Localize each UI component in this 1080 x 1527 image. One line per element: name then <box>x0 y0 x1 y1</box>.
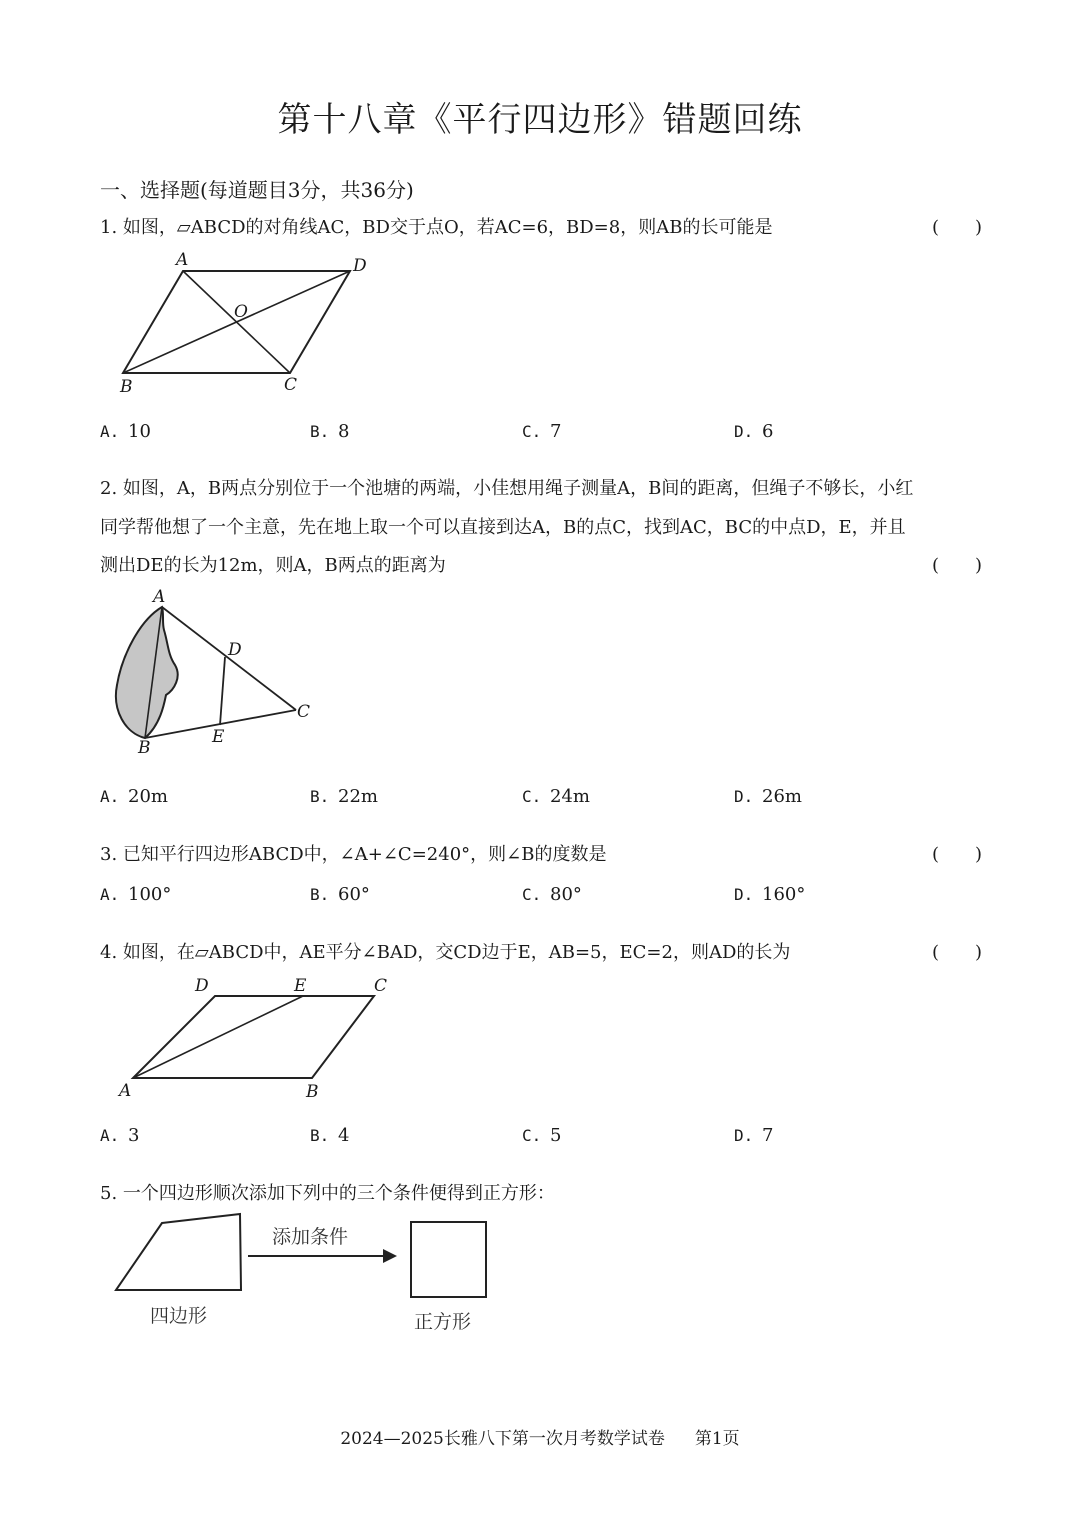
diagonal-bd <box>123 271 350 373</box>
question-number: 1. <box>100 217 118 238</box>
question-number: 2. <box>100 478 118 499</box>
section-heading: 一、选择题(每道题目3分，共36分) <box>100 178 414 202</box>
q4-option-d[interactable]: D. 7 <box>734 1125 774 1146</box>
question-3 <box>100 840 606 866</box>
quadrilateral-shape <box>116 1214 241 1290</box>
q2-option-c[interactable]: C. 24m <box>522 786 590 807</box>
label-a: A <box>119 1081 132 1101</box>
page-title: 第十八章《平行四边形》错题回练 <box>277 100 803 140</box>
question-1 <box>100 213 772 239</box>
figure-q2 <box>100 585 330 760</box>
label-d: D <box>195 976 209 996</box>
segment-ae <box>133 996 303 1078</box>
q3-option-a[interactable]: A. 100° <box>100 884 172 905</box>
q3-option-d[interactable]: D. 160° <box>734 884 806 905</box>
q1-option-a[interactable]: A. 10 <box>100 421 151 442</box>
q1-option-c[interactable]: C. 7 <box>522 421 562 442</box>
label-o: O <box>234 302 248 322</box>
question-text: 已知平行四边形ABCD中，∠A+∠C=240°，则∠B的度数是 <box>122 844 607 865</box>
q1-option-b[interactable]: B. 8 <box>310 421 350 442</box>
square-label: 正方形 <box>414 1311 472 1333</box>
answer-paren-3: ( ) <box>931 844 982 865</box>
arrow-head-icon <box>383 1249 397 1263</box>
label-b: B <box>120 377 133 397</box>
answer-paren-1: ( ) <box>931 217 982 238</box>
label-e: E <box>294 976 307 996</box>
label-b: B <box>138 738 151 758</box>
q3-option-b[interactable]: B. 60° <box>310 884 370 905</box>
question-2-line-2: 同学帮他想了一个主意，先在地上取一个可以直接到达A，B的点C，找到AC，BC的中点D，E，并且 <box>100 517 906 538</box>
question-number: 4. <box>100 942 118 963</box>
question-text: 如图，在▱ABCD中，AE平分∠BAD，交CD边于E，AB=5，EC=2，则AD的长为 <box>122 942 791 963</box>
label-d: D <box>353 256 367 276</box>
square-shape <box>411 1222 486 1297</box>
figure-q4 <box>100 970 400 1105</box>
question-text: 一个四边形顺次添加下列中的三个条件便得到正方形： <box>122 1183 555 1204</box>
q4-option-c[interactable]: C. 5 <box>522 1125 562 1146</box>
q2-option-a[interactable]: A. 20m <box>100 786 168 807</box>
q4-option-b[interactable]: B. 4 <box>310 1125 350 1146</box>
q2-option-b[interactable]: B. 22m <box>310 786 378 807</box>
label-a: A <box>176 250 189 270</box>
exam-name: 2024—2025长雅八下第一次月考数学试卷 <box>340 1429 665 1449</box>
question-2-line-1 <box>100 474 913 500</box>
q3-option-c[interactable]: C. 80° <box>522 884 582 905</box>
add-condition-label: 添加条件 <box>272 1226 349 1248</box>
q2-option-d[interactable]: D. 26m <box>734 786 802 807</box>
question-2-line-3: 测出DE的长为12m，则A，B两点的距离为 <box>100 555 446 576</box>
question-5 <box>100 1179 555 1205</box>
quadrilateral-label: 四边形 <box>150 1305 208 1327</box>
answer-paren-4: ( ) <box>931 942 982 963</box>
question-4 <box>100 938 790 964</box>
label-c: C <box>284 375 298 395</box>
label-b: B <box>306 1082 319 1102</box>
question-number: 3. <box>100 844 118 865</box>
label-a: A <box>153 587 166 607</box>
q1-option-d[interactable]: D. 6 <box>734 421 774 442</box>
question-text: 如图，▱ABCD的对角线AC，BD交于点O，若AC=6，BD=8，则AB的长可能是 <box>122 217 773 238</box>
label-d: D <box>228 640 242 660</box>
question-number: 5. <box>100 1183 118 1204</box>
segment-de <box>220 657 225 725</box>
page-footer <box>0 1424 1080 1449</box>
question-text: 如图，A，B两点分别位于一个池塘的两端，小佳想用绳子测量A，B间的距离，但绳子不够长，小红 <box>122 478 914 499</box>
answer-paren-2: ( ) <box>931 555 982 576</box>
page-number: 第1页 <box>694 1429 740 1449</box>
figure-q1 <box>100 245 400 400</box>
label-c: C <box>374 976 388 996</box>
q4-option-a[interactable]: A. 3 <box>100 1125 140 1146</box>
label-c: C <box>297 702 311 722</box>
figure-q5 <box>100 1205 500 1345</box>
parallelogram-abcd <box>133 996 374 1078</box>
label-e: E <box>212 727 225 747</box>
